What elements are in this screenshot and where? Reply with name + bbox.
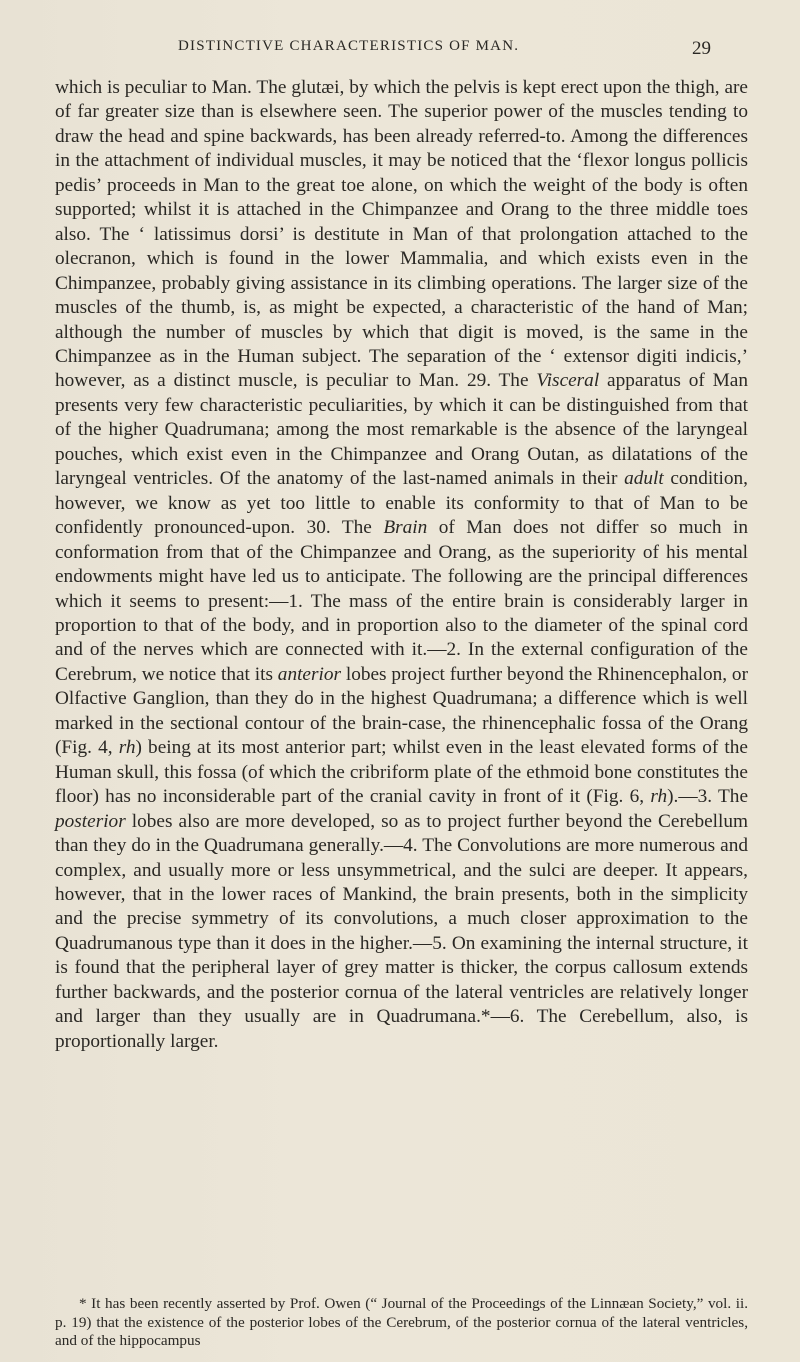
footnote	[55, 1295, 748, 1351]
body-text	[55, 76, 748, 1054]
footnote-text: * It has been recently asserted by Prof. Owen (“ Journal of the Proceedings of the Linnæan Society,” vol. ii. p. 19) that the existence of the posterior lobes of the Cerebrum, of the posterior cornua of the lateral ventricles, and of the hippocampus	[55, 1295, 748, 1349]
paragraph-muscles	[55, 76, 748, 1054]
section-30-text-e: lobes also are more developed, so as to project further beyond the Cerebellum than they do in the Quadrumana generally.—4. The Convolutions are more numerous and complex, and usually more or less unsymmetrical, and the sulci are deeper. It appears, however, that in the lower races of Mankind, the brain presents, both in the simplicity and the precise symmetry of its convolutions, a much closer approximation to the Quadrumanous type than it does in the higher.—5. On examining the internal structure, it is found that the peripheral layer of grey matter is thicker, the corpus callosum extends further backwards, and the posterior cornua of the lateral ventricles are relatively longer and larger than they usually are in Quadrumana.*—6. The Cerebellum, also, is proportionally larger.	[55, 810, 748, 1052]
section-29-text: apparatus of Man presents very few characteristic peculiarities, by which it can be distinguished from that of the higher Quadrumana; among the most remarkable is the absence of the laryngeal pouches, which exist even in the Chimpanzee and Orang Outan, as dilatations of the laryngeal ventricles. Of the anatomy of the last-named animals in their	[55, 370, 748, 490]
section-30-fig-label: rh	[118, 737, 136, 759]
section-29-heading: Visceral	[536, 370, 600, 392]
section-30-text-d: ).—3. The	[667, 786, 748, 808]
section-29-emphasis: adult	[624, 468, 664, 490]
section-30-text-a: of Man does not differ so much in conformation from that of the Chimpanzee and Orang, as the superiority of his mental endowments might have led us to anticipate. The following are the principal differences which it seems to present:—1. The mass of the entire brain is considerably larger in proportion to that of the body, and in proportion also to the diameter of the spinal cord and of the nerves which are connected with it.—2. In the external configuration of the Cerebrum, we notice that its	[55, 517, 748, 685]
section-30-emphasis-anterior: anterior	[277, 663, 341, 685]
section-30-emphasis-posterior: posterior	[55, 810, 126, 832]
running-head	[0, 38, 800, 78]
section-29	[55, 370, 748, 538]
section-30-heading: Brain	[383, 517, 428, 539]
section-30-fig-label-2: rh	[650, 786, 668, 808]
section-30	[55, 517, 748, 1052]
running-title: DISTINCTIVE CHARACTERISTICS OF MAN.	[178, 38, 520, 54]
page-number: 29	[692, 38, 711, 59]
section-30-lead: 30. The	[306, 517, 384, 539]
section-29-text-end: condition, however, we know as yet too little to enable its conformity to that of Man to be confidently pronounced-upon.	[55, 468, 749, 539]
paragraph-muscles-text: which is peculiar to Man. The glutæi, by which the pelvis is kept erect upon the thigh, are of far greater size than is elsewhere seen. The superior power of the muscles tending to draw the head and spine backwards, has been already referred-to. Among the differences in the attachment of individual muscles, it may be noticed that the ‘flexor longus pollicis pedis’ proceeds in Man to the great toe alone, on which the weight of the body is often supported; whilst it is attached in the Chimpanzee and Orang to the three middle toes also. The ‘ latissimus dorsi’ is destitute in Man of that prolongation attached to the olecranon, which is found in the lower Mammalia, and which exists even in the Chimpanzee, probably giving assistance in its climbing operations. The larger size of the muscles of the thumb, is, as might be expected, a characteristic of the hand of Man; although the number of muscles by which that digit is moved, is the same in the Chimpanzee as in the Human subject. The separation of the ‘ extensor digiti indicis,’ however, as a distinct muscle, is peculiar to Man.	[55, 77, 748, 392]
section-29-lead: 29. The	[466, 370, 537, 392]
section-30-text-c: ) being at its most anterior part; whilst even in the least elevated forms of the Human skull, this fossa (of which the cribriform plate of the ethmoid bone constitutes the floor) has no inconsiderable part of the cranial cavity in front of it (Fig. 6,	[55, 737, 748, 808]
section-30-text-b: lobes project further beyond the Rhinencephalon, or Olfactive Ganglion, than they do in the highest Quadrumana; a difference which is well marked in the sectional contour of the brain-case, the rhinencephalic fossa of the Orang (Fig. 4,	[55, 663, 748, 759]
